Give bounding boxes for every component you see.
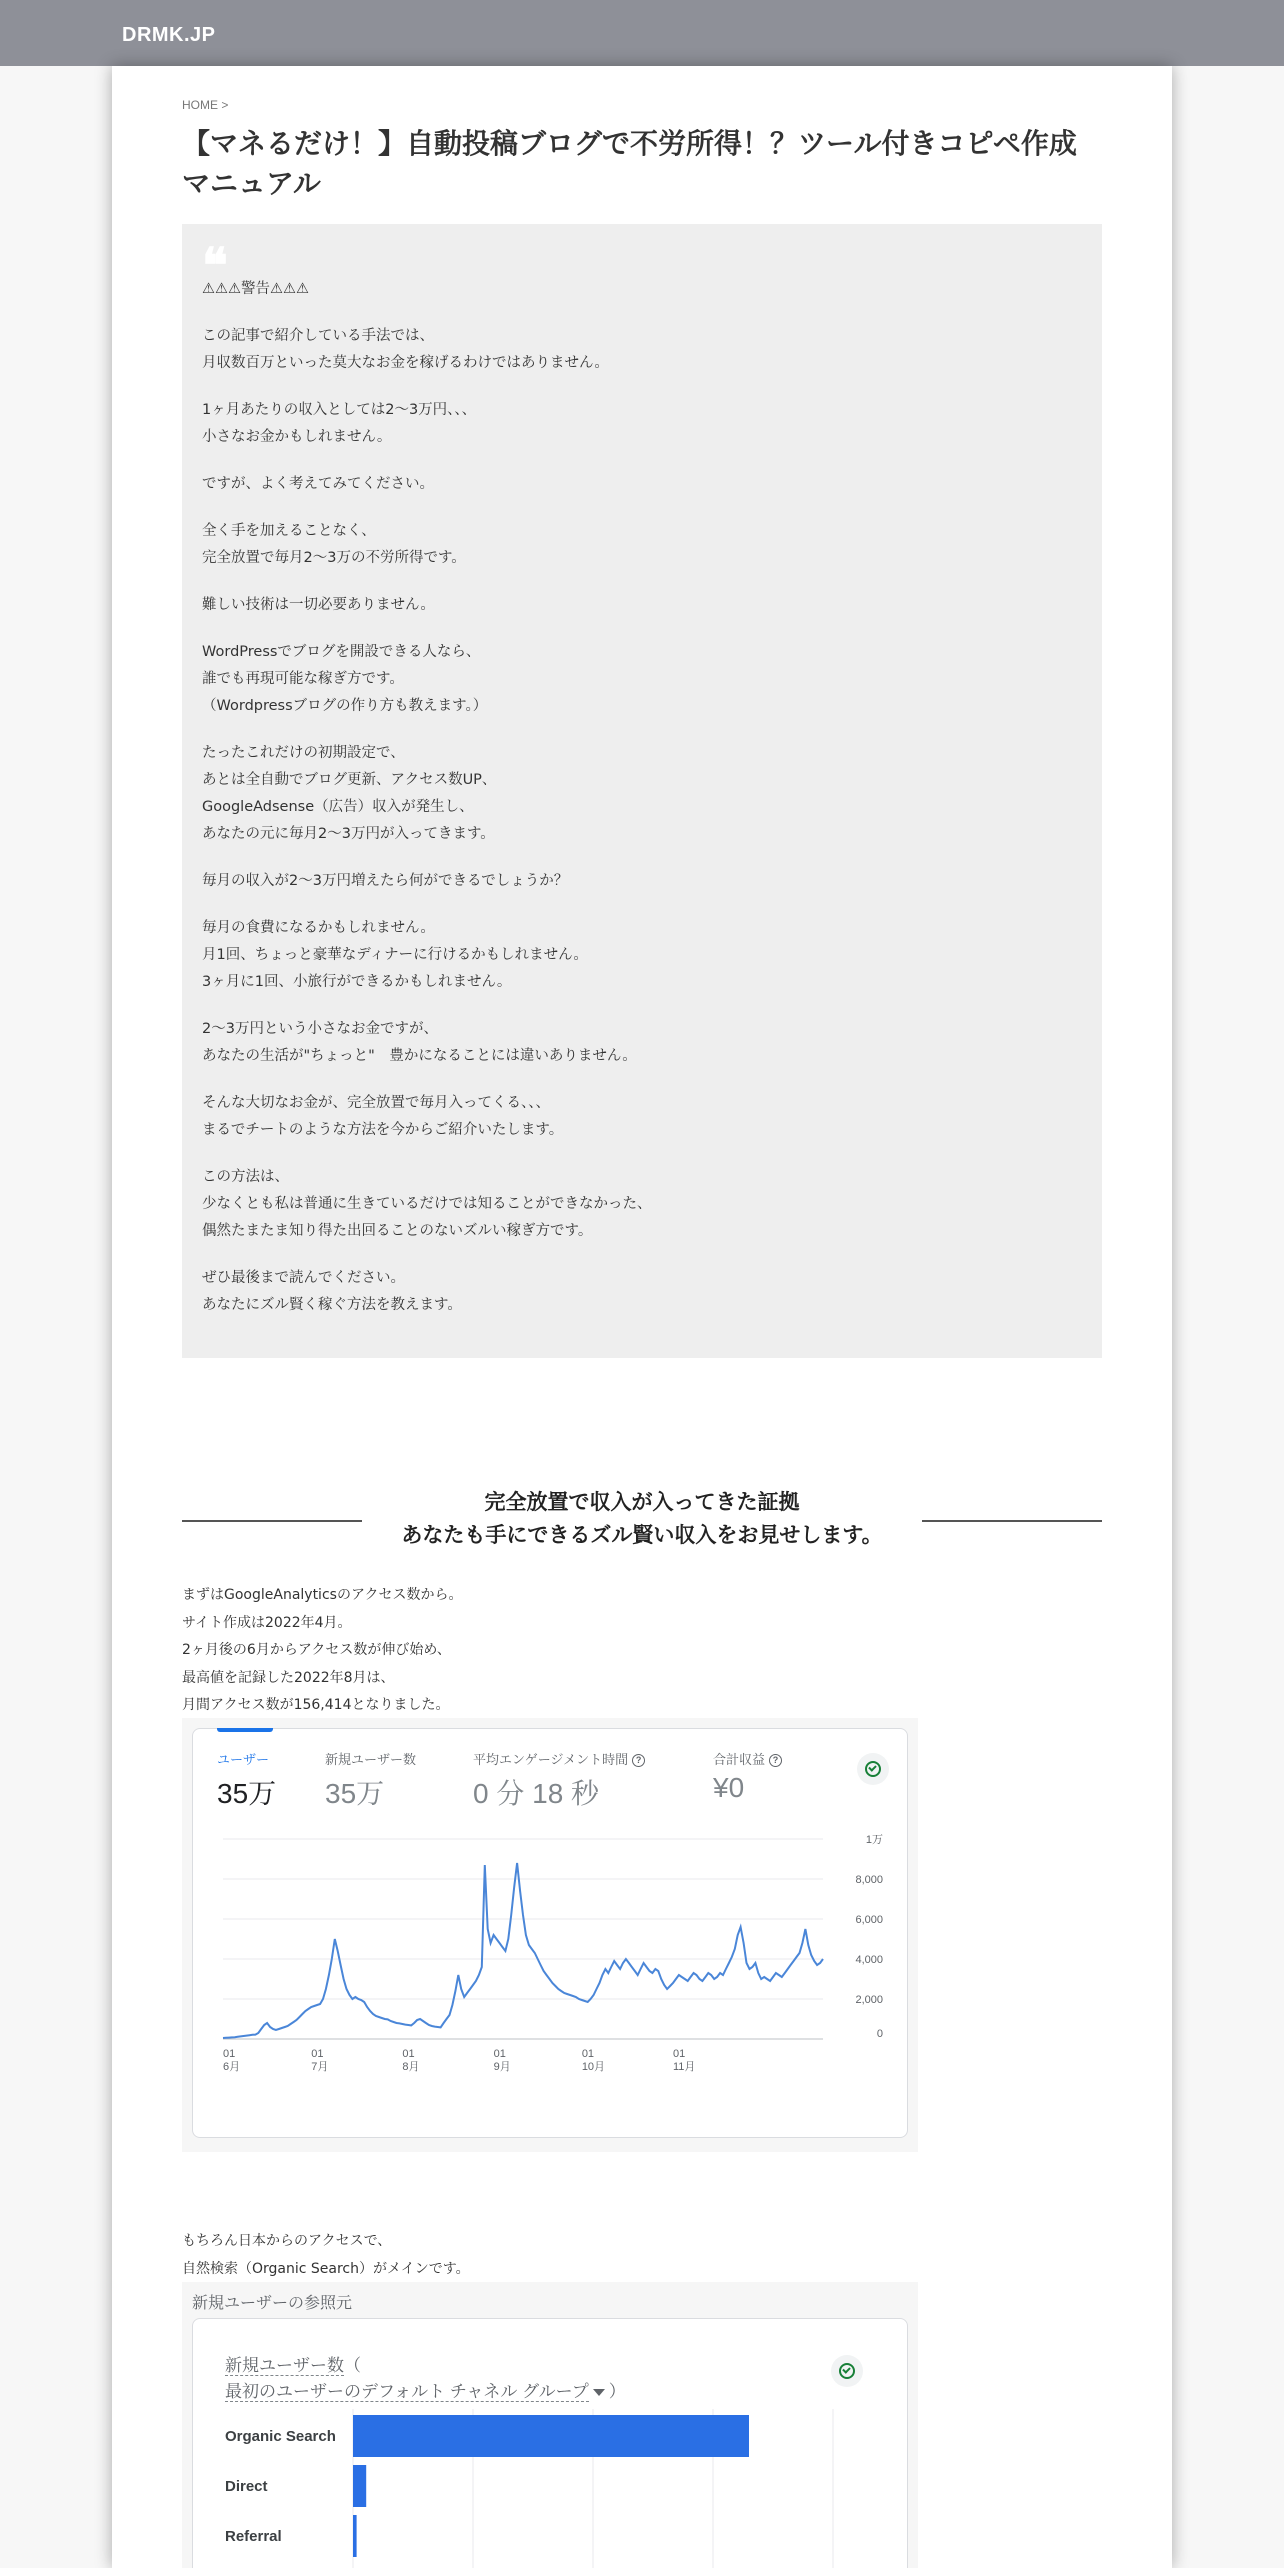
y-tick-label: 2,000 <box>855 1994 883 2006</box>
metric-value: 0 分 18 秒 <box>473 1778 600 1809</box>
y-tick-label: 4,000 <box>855 1954 883 1966</box>
help-icon[interactable]: ? <box>632 1754 645 1767</box>
quote-paragraph: ⚠⚠⚠警告⚠⚠⚠ <box>202 281 309 297</box>
metric-selector[interactable]: 新規ユーザー数 <box>225 2356 344 2375</box>
y-tick-label: 8,000 <box>855 1874 883 1886</box>
x-tick-day: 01 <box>311 2048 324 2060</box>
quote-paragraph: たったこれだけの初期設定で、 あとは全自動でブログ更新、アクセス数UP、 GoogleAdsense（広告）収入が発生し、 あなたの元に毎月2〜3万円が入ってきます。 <box>202 745 497 842</box>
x-tick-day: 01 <box>581 2048 595 2060</box>
quote-paragraph: 1ヶ月あたりの収入としては2〜3万円、、、 小さなお金かもしれません。 <box>202 402 477 445</box>
metric-engagement-time[interactable] <box>473 1749 645 1812</box>
quote-paragraph: 全く手を加えることなく、 完全放置で毎月2〜3万の不労所得です。 <box>202 523 466 566</box>
page-title: 【マネるだけ！】自動投稿ブログで不労所得！？ツール付きコピペ作成マニュアル <box>182 127 1077 200</box>
heading-rule-right <box>922 1520 1102 1522</box>
analytics-intro-text: まずはGoogleAnalyticsのアクセス数から。 サイト作成は2022年4月。 2ヶ月後の6月からアクセス数が伸び始め、 最高値を記録した2022年8月は、 月間アクセス数が156,414となりました。 <box>182 1587 463 1713</box>
x-tick-month: 9月 <box>493 2061 511 2073</box>
warning-quote-box <box>182 224 1102 1358</box>
bar-category-label: Organic Search <box>225 2428 336 2445</box>
section-heading-text: 完全放置で収入が入ってきた証拠 あなたも手にできるズル賢い収入をお見せします。 <box>401 1490 883 1547</box>
users-line-chart <box>213 1829 893 2079</box>
dimension-selector[interactable]: 最初のユーザーのデフォルト チャネル グループ <box>225 2382 589 2401</box>
site-header <box>0 0 1284 66</box>
quote-paragraph: 2〜3万円という小さなお金ですが、 あなたの生活が"ちょっと" 豊かになることには違いありません。 <box>202 1021 637 1064</box>
breadcrumb[interactable]: HOME > <box>182 98 229 112</box>
site-title-link[interactable]: DRMK.JP <box>122 24 216 46</box>
quote-paragraph: この方法は、 少なくとも私は普通に生きているだけでは知ることができなかった、 偶然たまたま知り得た出回ることのないズルい稼ぎ方です。 <box>202 1169 652 1239</box>
metric-new-users[interactable] <box>325 1749 416 1812</box>
x-tick-day: 01 <box>673 2048 686 2060</box>
y-tick-label: 0 <box>876 2028 883 2040</box>
metric-value: 35万 <box>217 1778 277 1809</box>
x-tick-month: 10月 <box>581 2061 606 2073</box>
metric-label <box>473 1749 645 1768</box>
metric-label <box>713 1749 782 1768</box>
metric-label-text: 平均エンゲージメント時間 <box>473 1752 629 1767</box>
section-heading <box>182 1486 1102 1552</box>
check-circle-icon[interactable] <box>831 2355 863 2387</box>
organic-search-text: もちろん日本からのアクセスで、 自然検索（Organic Search）がメインです。 <box>182 2233 470 2277</box>
referral-card <box>192 2318 908 2568</box>
referral-heading <box>225 2353 626 2405</box>
metric-users[interactable] <box>217 1749 276 1812</box>
x-tick-month: 6月 <box>223 2061 241 2073</box>
paren-close: ） <box>608 2382 626 2401</box>
quote-paragraph: ですが、よく考えてみてください。 <box>202 476 434 492</box>
metric-label-text: 合計収益 <box>713 1752 766 1767</box>
referral-screenshot <box>182 2282 918 2568</box>
metric-total-revenue[interactable] <box>713 1749 782 1804</box>
quote-body <box>202 276 1062 1339</box>
analytics-screenshot <box>182 1718 918 2152</box>
bar[interactable] <box>353 2465 366 2507</box>
referral-title: 新規ユーザーの参照元 <box>192 2295 353 2312</box>
quote-paragraph: 難しい技術は一切必要ありません。 <box>202 597 435 613</box>
bar-category-label: Direct <box>225 2478 268 2495</box>
y-tick-label: 1万 <box>865 1834 883 1846</box>
quote-paragraph: WordPressでブログを開設できる人なら、 誰でも再現可能な稼ぎ方です。 （Wordpressブログの作り方も教えます。） <box>202 644 488 714</box>
analytics-card <box>192 1728 908 2138</box>
x-tick-day: 01 <box>493 2048 506 2060</box>
chevron-down-icon[interactable] <box>593 2389 605 2396</box>
check-circle-icon[interactable] <box>857 1753 889 1785</box>
metric-label: 新規ユーザー数 <box>325 1752 417 1767</box>
x-tick-day: 01 <box>223 2048 236 2060</box>
y-tick-label: 6,000 <box>855 1914 883 1926</box>
x-tick-month: 8月 <box>402 2061 420 2073</box>
paren-open: （ <box>344 2356 361 2375</box>
users-series-line <box>223 1863 823 2038</box>
metric-value: ¥0 <box>713 1772 745 1803</box>
bar[interactable] <box>353 2515 357 2557</box>
quote-paragraph: ぜひ最後まで読んでください。 あなたにズル賢く稼ぐ方法を教えます。 <box>202 1270 462 1313</box>
quote-icon: ❝ <box>202 238 228 294</box>
heading-rule-left <box>182 1520 362 1522</box>
help-icon[interactable]: ? <box>769 1754 782 1767</box>
bar[interactable] <box>353 2415 749 2457</box>
quote-paragraph: この記事で紹介している手法では、 月収数百万といった莫大なお金を稼げるわけではありません。 <box>202 328 609 371</box>
metric-label: ユーザー <box>217 1752 270 1767</box>
x-tick-day: 01 <box>402 2048 415 2060</box>
quote-paragraph: そんな大切なお金が、完全放置で毎月入ってくる、、、 まるでチートのような方法を今からご紹介いたします。 <box>202 1095 564 1138</box>
x-tick-month: 11月 <box>673 2061 696 2073</box>
quote-paragraph: 毎月の食費になるかもしれません。 月1回、ちょっと豪華なディナーに行けるかもしれません。 3ヶ月に1回、小旅行ができるかもしれません。 <box>202 920 588 990</box>
metric-value: 35万 <box>325 1778 385 1809</box>
bar-category-label: Referral <box>225 2528 282 2545</box>
referral-bar-chart <box>213 2409 893 2568</box>
quote-paragraph: 毎月の収入が2〜3万円増えたら何ができるでしょうか？ <box>202 873 569 889</box>
active-tab-indicator <box>217 1728 273 1732</box>
x-tick-month: 7月 <box>311 2061 329 2073</box>
